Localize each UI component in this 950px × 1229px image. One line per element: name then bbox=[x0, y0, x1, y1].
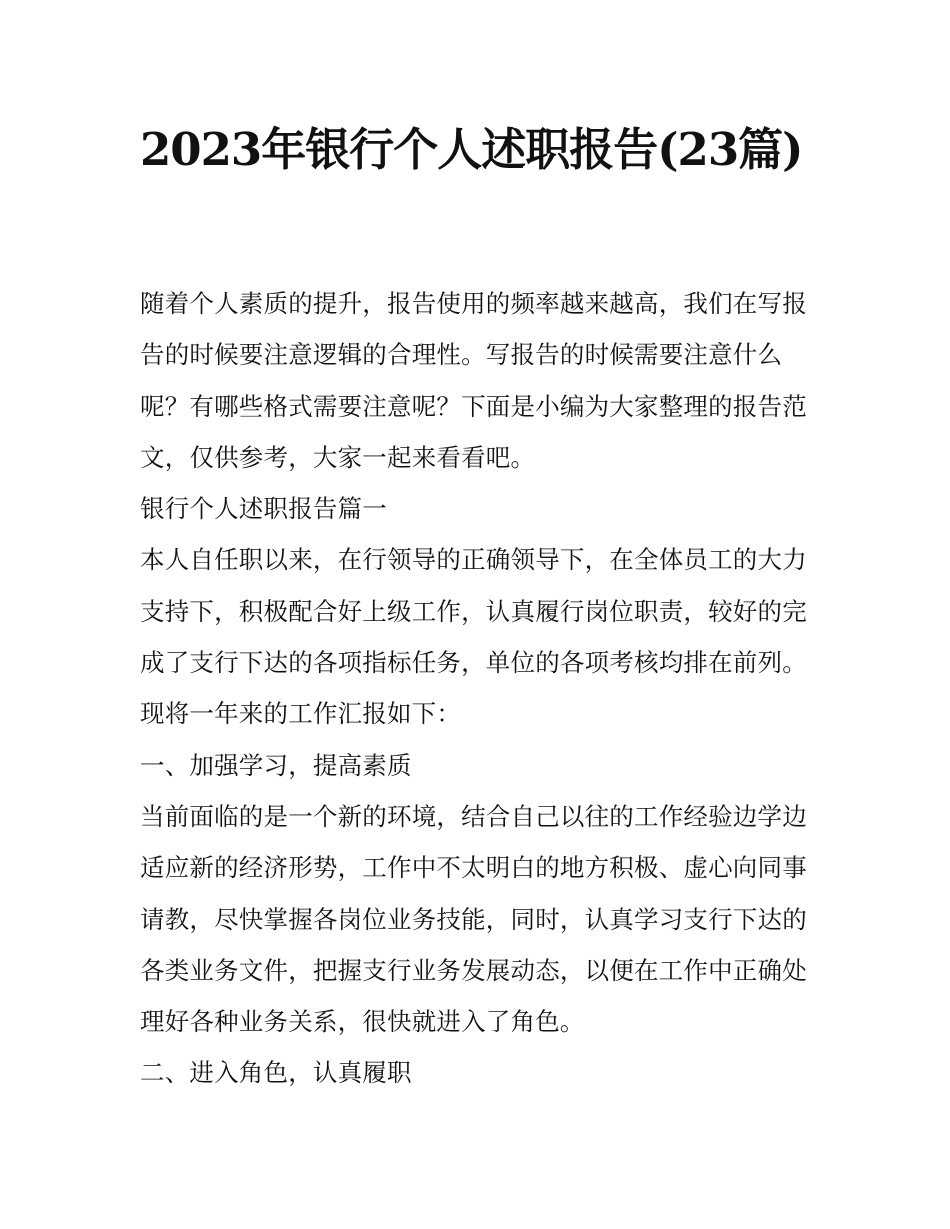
subsection-heading: 一、加强学习，提高素质 bbox=[140, 750, 412, 780]
body-paragraph: 当前面临的是一个新的环境，结合自己以往的工作经验边学边适应新的经济形势，工作中不太明白的地方积极、虚心向同事请教，尽快掌握各岗位业务技能，同时，认真学习支行下达的各类业务文件，把握支行业务发展动态，以便在工作中正确处理好各种业务关系，很快就进入了角色。 bbox=[140, 801, 807, 1037]
intro-paragraph: 随着个人素质的提升，报告使用的频率越来越高，我们在写报告的时候要注意逻辑的合理性。写报告的时候需要注意什么呢？有哪些格式需要注意呢？下面是小编为大家整理的报告范文，仅供参考，大家一起来看看吧。 bbox=[140, 289, 807, 472]
subsection-heading: 二、进入角色，认真履职 bbox=[140, 1058, 412, 1088]
body-paragraph: 本人自任职以来，在行领导的正确领导下，在全体员工的大力支持下，积极配合好上级工作，认真履行岗位职责，较好的完成了支行下达的各项指标任务，单位的各项考核均排在前列。现将一年来的工作汇报如下： bbox=[140, 545, 807, 729]
document-body bbox=[140, 278, 816, 1099]
document-title: 2023年银行个人述职报告(23篇) bbox=[140, 123, 803, 176]
section-heading: 银行个人述职报告篇一 bbox=[140, 494, 387, 524]
